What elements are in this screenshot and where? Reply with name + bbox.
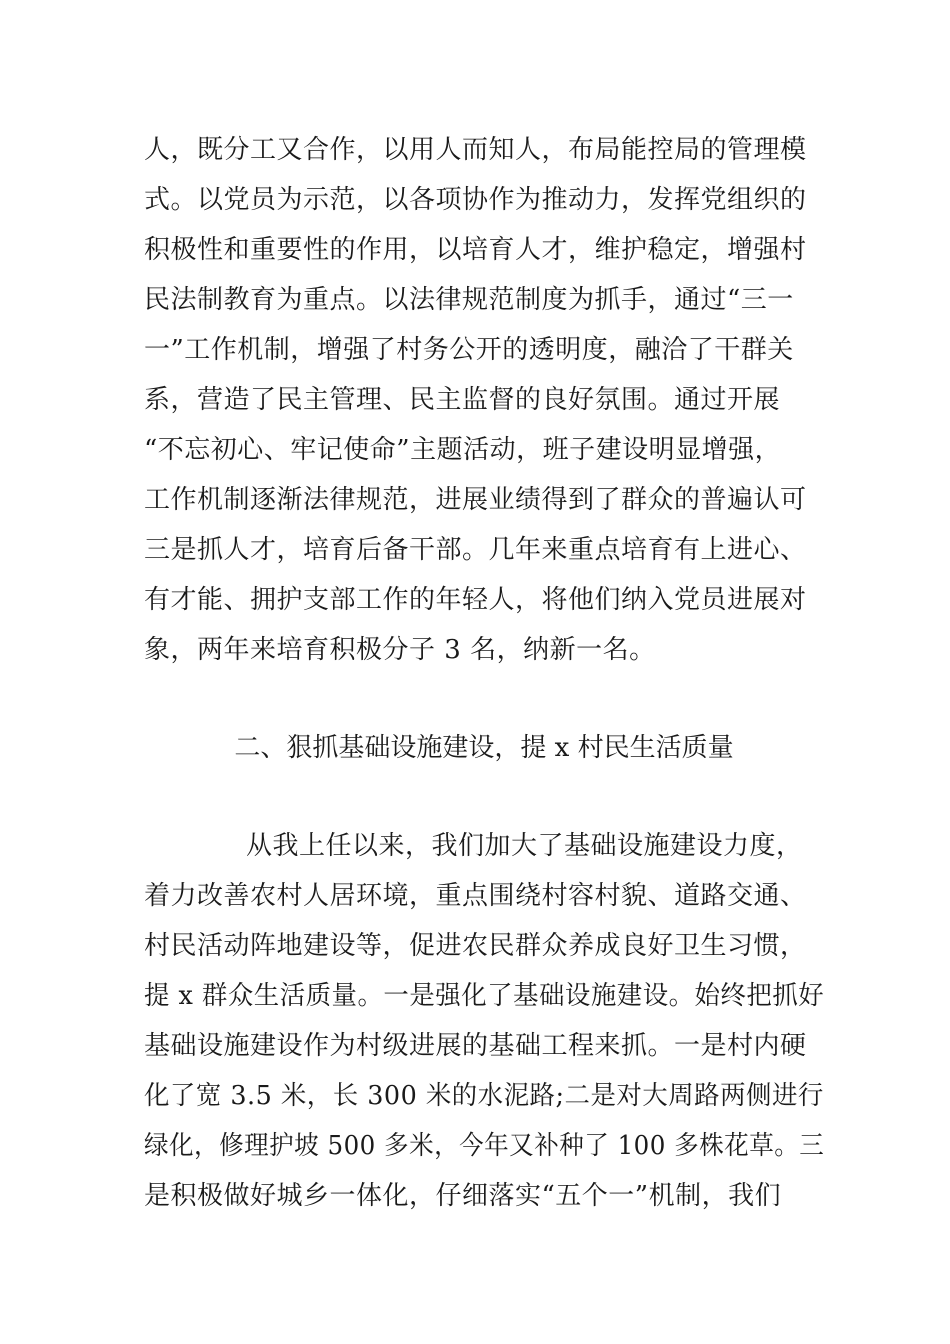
paragraph-line: 提 x 群众生活质量。一是强化了基础设施建设。始终把抓好 <box>144 981 825 1011</box>
section-heading: 二、狠抓基础设施建设，提 x 村民生活质量 <box>234 733 734 763</box>
paragraph-line: 象，两年来培育积极分子 3 名，纳新一名。 <box>144 635 656 665</box>
paragraph-line: 有才能、拥护支部工作的年轻人，将他们纳入党员进展对 <box>144 585 807 615</box>
paragraph-line: 积极性和重要性的作用，以培育人才，维护稳定，增强村 <box>144 235 807 265</box>
paragraph-line: 三是抓人才，培育后备干部。几年来重点培育有上进心、 <box>144 535 807 565</box>
paragraph-line: 基础设施建设作为村级进展的基础工程来抓。一是村内硬 <box>144 1031 807 1061</box>
paragraph-line: 一”工作机制，增强了村务公开的透明度，融洽了干群关 <box>144 335 794 365</box>
paragraph-line: 工作机制逐渐法律规范，进展业绩得到了群众的普遍认可 <box>144 485 807 515</box>
paragraph-line: 村民活动阵地建设等，促进农民群众养成良好卫生习惯， <box>144 931 807 961</box>
paragraph-line: 绿化，修理护坡 500 多米，今年又补种了 100 多株花草。三 <box>144 1131 825 1161</box>
paragraph-line: 着力改善农村人居环境，重点围绕村容村貌、道路交通、 <box>144 881 807 911</box>
paragraph-line: 系，营造了民主管理、民主监督的良好氛围。通过开展 <box>144 385 781 415</box>
paragraph-line: 民法制教育为重点。以法律规范制度为抓手，通过“三一 <box>144 285 794 315</box>
paragraph-line: 从我上任以来，我们加大了基础设施建设力度， <box>246 831 803 861</box>
paragraph-line: “不忘初心、牢记使命”主题活动，班子建设明显增强， <box>144 435 782 465</box>
paragraph-line: 化了宽 3.5 米，长 300 米的水泥路;二是对大周路两侧进行 <box>144 1081 824 1111</box>
paragraph-line: 人，既分工又合作，以用人而知人，布局能控局的管理模 <box>144 135 807 165</box>
paragraph-line: 是积极做好城乡一体化，仔细落实“五个一”机制，我们 <box>144 1181 782 1211</box>
paragraph-line: 式。以党员为示范，以各项协作为推动力，发挥党组织的 <box>144 185 807 215</box>
